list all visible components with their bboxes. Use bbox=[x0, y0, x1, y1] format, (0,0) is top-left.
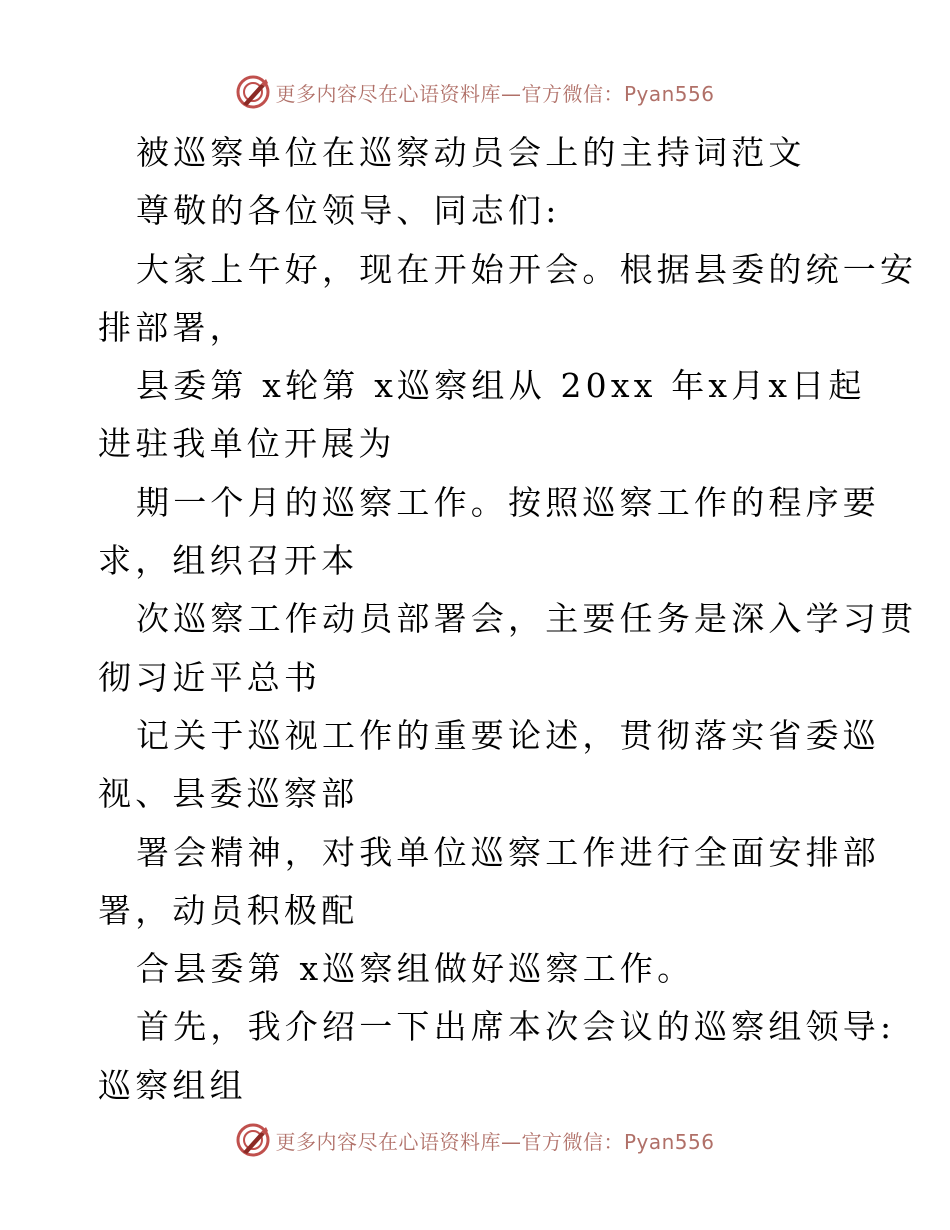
header-watermark bbox=[0, 70, 950, 114]
paragraph-line: 合县委第 x巡察组做好巡察工作。 bbox=[136, 949, 695, 989]
watermark-text: 更多内容尽在心语资料库—官方微信：Pyan556 bbox=[275, 1129, 715, 1154]
paragraph-line: 求，组织召开本 bbox=[98, 541, 359, 581]
paragraph-line: 次巡察工作动员部署会，主要任务是深入学习贯 bbox=[136, 599, 918, 639]
paragraph-line: 大家上午好，现在开始开会。根据县委的统一安 bbox=[136, 249, 918, 289]
paragraph-line: 进驻我单位开展为 bbox=[98, 424, 396, 464]
pen-logo-icon bbox=[235, 74, 271, 110]
paragraph-line: 记关于巡视工作的重要论述，贯彻落实省委巡 bbox=[136, 715, 880, 755]
paragraph-line: 视、县委巡察部 bbox=[98, 774, 359, 814]
paragraph-line: 署，动员积极配 bbox=[98, 890, 359, 930]
footer-watermark bbox=[0, 1118, 950, 1162]
document-title: 被巡察单位在巡察动员会上的主持词范文 bbox=[136, 133, 806, 172]
paragraph-line: 期一个月的巡察工作。按照巡察工作的程序要 bbox=[136, 482, 880, 522]
paragraph-line: 彻习近平总书 bbox=[98, 657, 322, 697]
paragraph-line: 巡察组组 bbox=[98, 1065, 247, 1105]
paragraph-line: 排部署， bbox=[98, 307, 247, 347]
paragraph-line: 署会精神，对我单位巡察工作进行全面安排部 bbox=[136, 832, 880, 872]
salutation-line: 尊敬的各位领导、同志们: bbox=[136, 191, 561, 231]
pen-logo-icon bbox=[235, 1122, 271, 1158]
watermark-text: 更多内容尽在心语资料库—官方微信：Pyan556 bbox=[275, 81, 715, 106]
paragraph-line: 首先，我介绍一下出席本次会议的巡察组领导: bbox=[136, 1007, 896, 1047]
paragraph-line: 县委第 x轮第 x巡察组从 20xx 年x月x日起 bbox=[136, 366, 866, 406]
document-body bbox=[98, 124, 918, 1115]
